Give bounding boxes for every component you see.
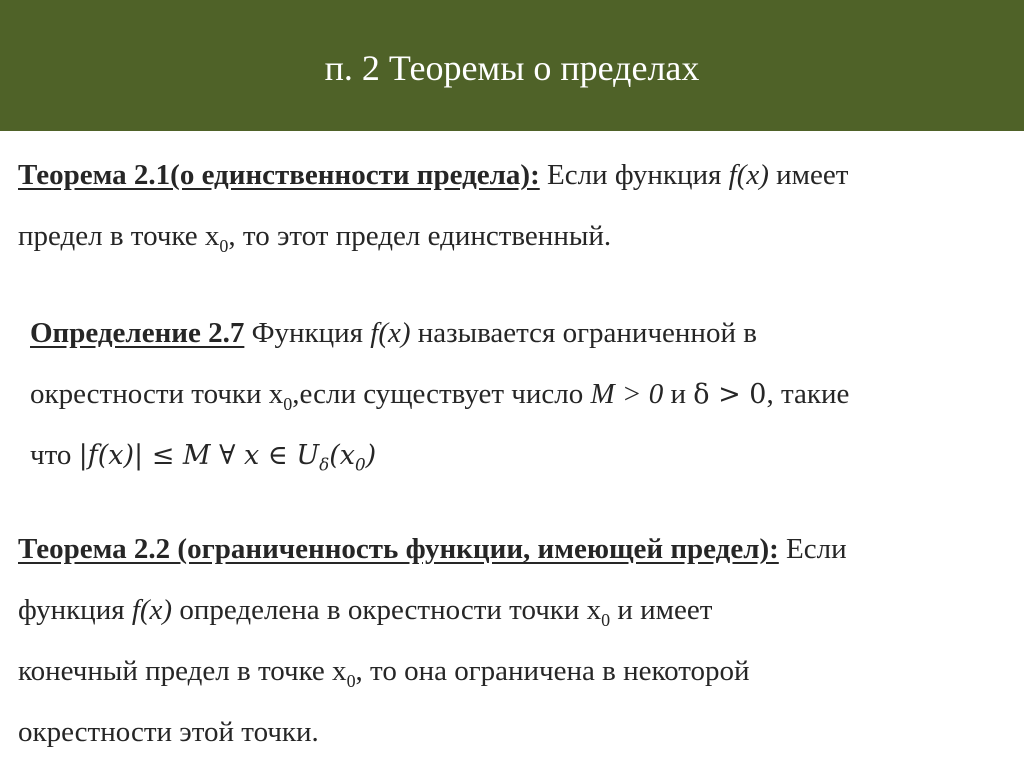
subscript-zero: 0 <box>355 454 366 475</box>
definition-2-7 <box>30 303 1015 486</box>
theorem-2-2-heading: Теорема 2.2 (ограниченность функции, имеющей предел): <box>18 533 779 565</box>
theorem-2-2-line2-b: определена в окрестности точки x <box>172 594 602 626</box>
subscript-zero: 0 <box>601 609 611 630</box>
theorem-2-1-text-2: имеет <box>768 159 849 191</box>
subscript-zero: 0 <box>219 235 229 256</box>
formula-main: |f(x)| ≤ M ∀ x ∈ U <box>78 440 320 471</box>
theorem-2-2-line2: функция <box>18 594 132 626</box>
subscript-delta: δ <box>319 454 330 475</box>
theorem-2-2-line3: конечный предел в точке x <box>18 655 347 687</box>
definition-and: и <box>663 378 694 410</box>
definition-line3: что <box>30 439 79 471</box>
theorem-2-2-text: Если <box>778 533 847 565</box>
definition-line2: окрестности точки x <box>30 378 284 410</box>
formula-tail: (x <box>329 440 355 471</box>
definition-text: Функция <box>244 317 371 349</box>
definition-line2-b: ,если существует число <box>292 378 591 410</box>
theorem-2-1-text: Если функция <box>539 159 729 191</box>
theorem-2-1-heading: Теорема 2.1(о единственности предела): <box>18 159 540 191</box>
theorem-2-1 <box>18 145 1008 267</box>
theorem-2-2 <box>18 519 1008 763</box>
theorem-2-2-line2-c: и имеет <box>610 594 713 626</box>
function-fx: f(x) <box>131 594 173 626</box>
theorem-2-2-line4: окрестности этой точки. <box>18 716 319 748</box>
subscript-zero: 0 <box>346 670 356 691</box>
delta-condition: δ > 0 <box>693 379 767 410</box>
slide-title: п. 2 Теоремы о пределах <box>324 48 700 88</box>
title-banner <box>0 0 1024 131</box>
definition-text-2: называется ограниченной в <box>410 317 757 349</box>
subscript-zero: 0 <box>283 393 293 414</box>
function-fx: f(x) <box>370 317 411 349</box>
boundedness-formula <box>78 440 377 475</box>
definition-line2-c: , такие <box>766 378 850 410</box>
theorem-2-2-line3-b: , то она ограничена в некоторой <box>355 655 750 687</box>
theorem-2-1-line2-end: , то этот предел единственный. <box>228 220 612 252</box>
theorem-2-1-line2: предел в точке x <box>18 220 220 252</box>
function-fx: f(x) <box>728 159 769 191</box>
definition-2-7-heading: Определение 2.7 <box>30 317 245 349</box>
formula-close: ) <box>365 440 377 471</box>
m-condition: M > 0 <box>590 378 664 410</box>
